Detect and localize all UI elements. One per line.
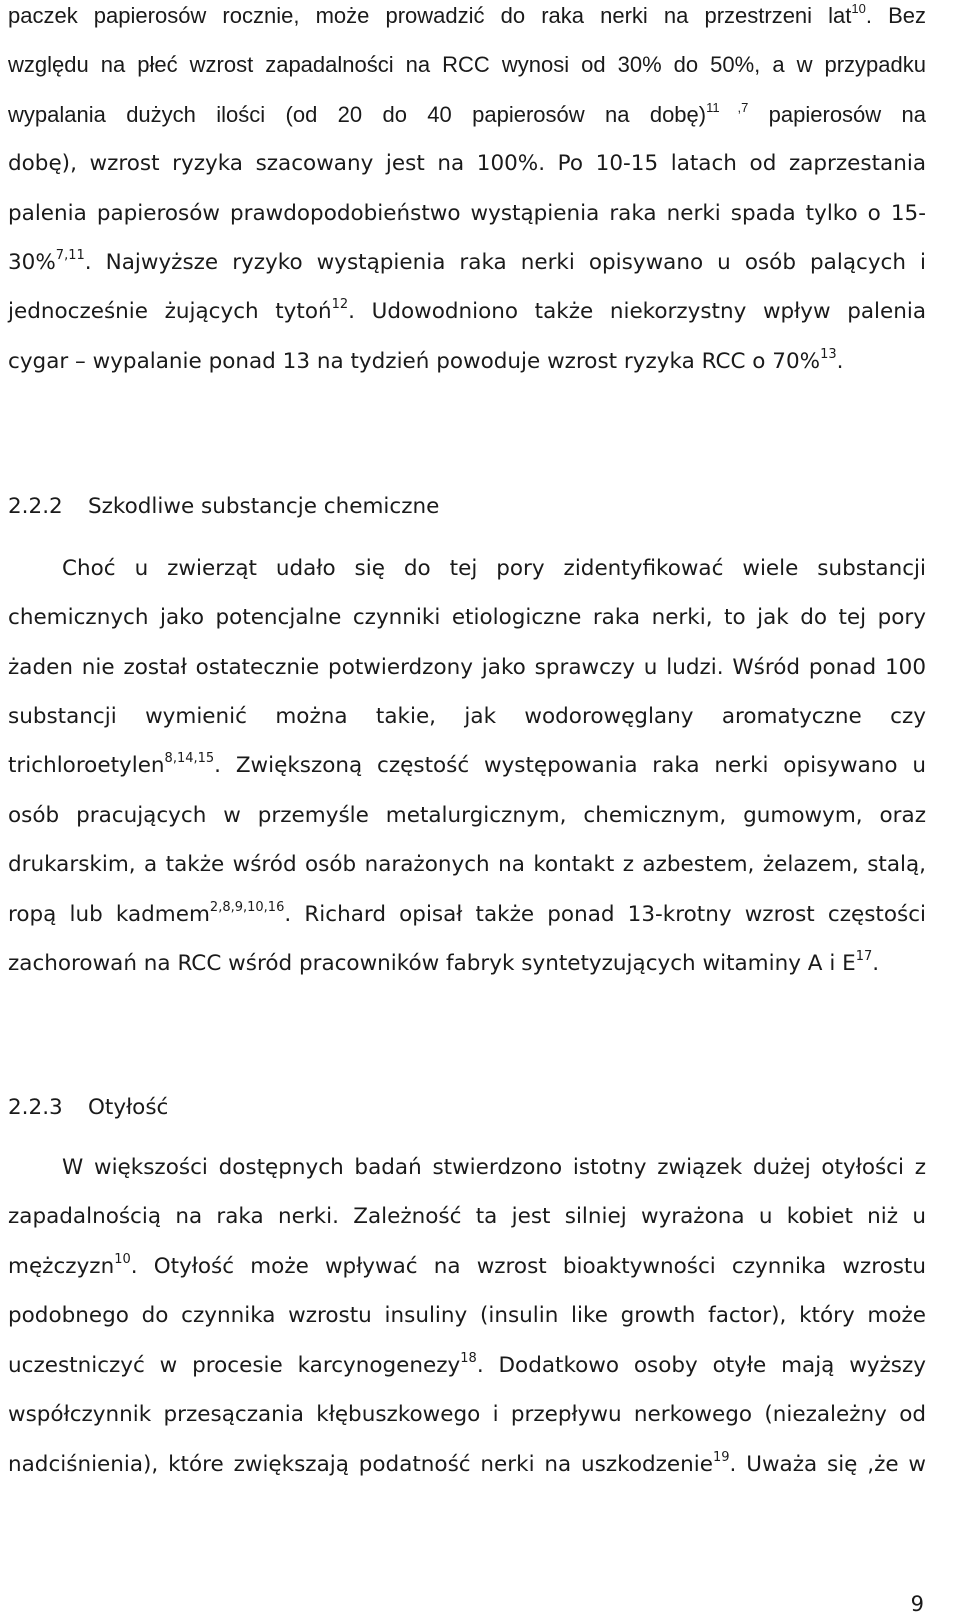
text-run: . Najwyższe ryzyko wystąpienia raka nerki opisywano u osób palących i: [84, 250, 926, 275]
paragraph-line: [8, 1203, 926, 1231]
text-run: .: [872, 951, 880, 976]
text-run: zapadalnością na raka nerki. Zależność ta jest silniej wyrażona u kobiet niż u: [8, 1204, 926, 1229]
text-run: drukarskim, a także wśród osób narażonych na kontakt z azbestem, żelazem, stalą,: [8, 852, 926, 877]
paragraph-line: [8, 101, 926, 129]
paragraph-line: [8, 1253, 926, 1281]
citation-superscript: 12: [331, 296, 349, 312]
text-run: 30%: [8, 250, 56, 275]
text-run: paczek papierosów rocznie, może prowadzić do raka nerki na przestrzeni lat: [8, 3, 852, 28]
section-heading: [8, 493, 439, 521]
paragraph-line: [8, 200, 926, 228]
text-run: Choć u zwierząt udało się do tej pory zidentyfikować wiele substancji: [62, 556, 926, 581]
citation-superscript: 10: [851, 0, 866, 16]
section-number: 2.2.3: [8, 1095, 63, 1120]
text-run: . Udowodniono także niekorzystny wpływ palenia: [348, 299, 926, 324]
paragraph-line: [8, 851, 926, 879]
text-run: palenia papierosów prawdopodobieństwo wystąpienia raka nerki spada tylko o 15-: [8, 201, 926, 226]
text-run: .: [836, 349, 844, 374]
citation-superscript: 11 ,7: [706, 99, 749, 115]
paragraph-line: [8, 901, 926, 929]
page-number: 9: [910, 1592, 924, 1616]
citation-superscript: 7,11: [55, 247, 85, 263]
text-run: jednocześnie żujących tytoń: [8, 299, 332, 324]
text-run: zachorowań na RCC wśród pracowników fabryk syntetyzujących witaminy A i E: [8, 951, 856, 976]
section-heading: [8, 1094, 168, 1122]
text-run: uczestniczyć w procesie karcynogenezy: [8, 1353, 461, 1378]
text-run: . Dodatkowo osoby otyłe mają wyższy: [476, 1353, 927, 1378]
paragraph-line: [8, 703, 926, 731]
section-title: Szkodliwe substancje chemiczne: [88, 494, 440, 519]
paragraph-line: [8, 1352, 926, 1380]
text-run: cygar – wypalanie ponad 13 na tydzień powoduje wzrost ryzyka RCC o 70%: [8, 349, 821, 374]
text-run: podobnego do czynnika wzrostu insuliny (insulin like growth factor), który może: [8, 1303, 926, 1328]
text-run: . Bez: [865, 3, 927, 28]
paragraph-line: [8, 1302, 926, 1330]
text-run: mężczyzn: [8, 1254, 115, 1279]
paragraph-line: [8, 1451, 926, 1479]
section-title: Otyłość: [88, 1095, 169, 1120]
text-run: papierosów na: [748, 102, 927, 127]
citation-superscript: 2,8,9,10,16: [209, 899, 285, 915]
text-run: względu na płeć wzrost zapadalności na RCC wynosi od 30% do 50%, a w przypadku: [8, 52, 926, 77]
text-run: żaden nie został ostatecznie potwierdzony jako sprawczy u ludzi. Wśród ponad 100: [8, 655, 926, 680]
text-run: współczynnik przesączania kłębuszkowego i przepływu nerkowego (niezależny od: [8, 1402, 926, 1427]
text-run: ropą lub kadmem: [8, 902, 210, 927]
text-run: nadciśnienia), które zwiększają podatność nerki na uszkodzenie: [8, 1452, 713, 1477]
text-run: . Uważa się ,że w: [729, 1452, 927, 1477]
text-run: Po 10-15 latach od zaprzestania: [545, 151, 926, 176]
text-run: W większości dostępnych badań stwierdzono istotny związek dużej otyłości z: [62, 1155, 926, 1180]
text-run: wypalania dużych ilości (od 20 do 40 papierosów na dobę): [8, 102, 707, 127]
text-run: . Otyłość może wpływać na wzrost bioaktywności czynnika wzrostu: [130, 1254, 926, 1279]
text-run: . Zwiększoną częstość występowania raka nerki opisywano u: [214, 753, 926, 778]
paragraph-line: [8, 249, 926, 277]
citation-superscript: 17: [855, 948, 873, 964]
paragraph-line: [8, 802, 926, 830]
text-run: osób pracujących w przemyśle metalurgicznym, chemicznym, gumowym, oraz: [8, 803, 926, 828]
paragraph-line: [8, 1401, 926, 1429]
citation-superscript: 18: [460, 1350, 477, 1366]
paragraph-line: [8, 555, 926, 583]
paragraph-line: [8, 298, 926, 326]
citation-superscript: 8,14,15: [164, 750, 215, 766]
citation-superscript: 19: [712, 1449, 730, 1465]
paragraph-line: [8, 150, 926, 178]
text-run: dobę), wzrost ryzyka szacowany jest na 100%.: [8, 151, 546, 176]
section-number: 2.2.2: [8, 494, 63, 519]
paragraph-line: [8, 604, 926, 632]
paragraph-line: [8, 654, 926, 682]
citation-superscript: 10: [114, 1251, 131, 1267]
text-run: chemicznych jako potencjalne czynniki etiologiczne raka nerki, to jak do tej pory: [8, 605, 926, 630]
paragraph-line: [8, 1154, 926, 1182]
paragraph-line: [8, 2, 926, 30]
paragraph-line: [8, 348, 926, 376]
citation-superscript: 13: [820, 346, 837, 362]
text-run: . Richard opisał także ponad 13-krotny wzrost częstości: [284, 902, 926, 927]
text-run: trichloroetylen: [8, 753, 165, 778]
paragraph-line: [8, 950, 926, 978]
text-run: substancji wymienić można takie, jak wodorowęglany aromatyczne czy: [8, 704, 926, 729]
paragraph-line: [8, 752, 926, 780]
paragraph-line: [8, 51, 926, 79]
